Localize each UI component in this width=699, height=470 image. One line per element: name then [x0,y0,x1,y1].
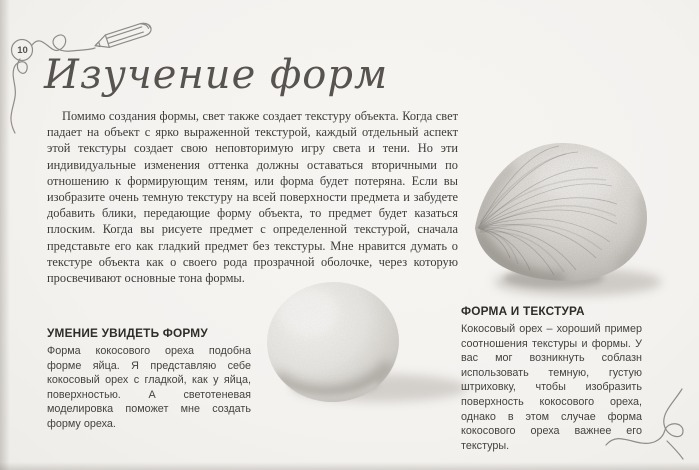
body-paragraph: Помимо создания формы, свет также создает текстуру объекта. Когда свет падает на объект с ярко выраженной текстурой, каждый отдельный аспект этой текстуры создает свою неповторимую игру света и тени. Но эти индивидуальные изменения оттенка должны оставаться вторичными по отношению к формирующим теням, или форма будет потеряна. Если вы изобразите очень темную текстуру на всей поверхности предмета и забудете добавить блики, передающие форму объекта, то предмет будет казаться плоским. Когда вы рисуете предмет с определенной текстурой, сначала представьте его как гладкий предмет без текстуры. Мне нравится думать о текстуре объекта как о своего рода прозрачной оболочке, через которую просвечивают основные тона формы. [47,109,458,286]
egg-sketch [250,272,475,414]
flourish-swirl [556,384,699,470]
caption-right-heading: ФОРМА И ТЕКСТУРА [461,304,585,318]
caption-left [47,326,251,432]
caption-left-text: Форма кокосового ореха подобна форме яйца. Я представляю себе кокосовый орех с гладкой, как у яйца, поверхностью. А светотеневая моделировка поможет мне создать форму ореха. [47,345,251,430]
swirl-tail [11,59,27,133]
caption-left-heading: УМЕНИЕ УВИДЕТЬ ФОРМУ [47,326,208,340]
swirl-line [32,35,95,51]
page-title: Изучение форм [44,52,389,98]
page-number: 10 [17,45,28,56]
coconut-sketch [466,132,671,307]
caption-right-text: Кокосовый орех – хороший пример соотношения текстуры и формы. У вас мог возникнуть соблазн использовать темную, густую штриховку, чтобы изобразить поверхность кокосового ореха, однако в этом случае форма кокосового ореха важнее его текстуры. [461,323,642,452]
pencil-icon [93,21,153,51]
